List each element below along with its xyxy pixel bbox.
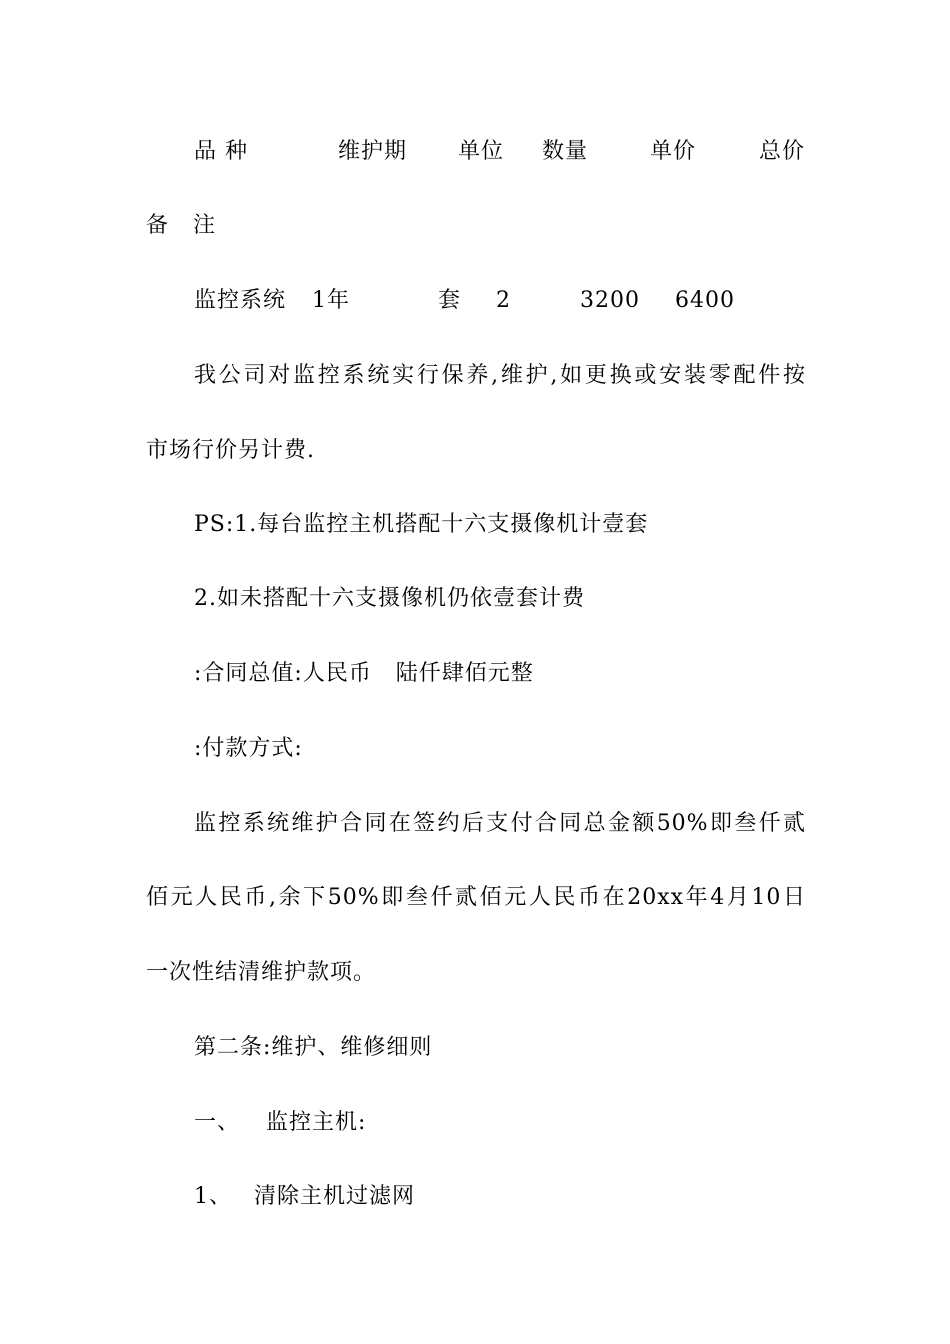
header-unit-price: 单价 [650, 139, 697, 164]
paragraph-maintenance-line-2: 市场行价另计费. [146, 438, 315, 463]
row-quantity: 2 [496, 288, 511, 313]
contract-total-value: :合同总值:人民币 陆仟肆佰元整 [194, 661, 534, 686]
item-1-number: 1、 [194, 1184, 232, 1209]
item-1-text: 清除主机过滤网 [254, 1184, 416, 1209]
header-remarks: 备 注 [146, 213, 216, 238]
header-total-price: 总价 [759, 139, 806, 164]
payment-paragraph-line-1: 监控系统维护合同在签约后支付合同总金额50%即叁仟贰 [194, 811, 806, 836]
row-unit: 套 [438, 288, 462, 313]
article-2-heading: 第二条:维护、维修细则 [194, 1035, 433, 1060]
payment-paragraph-line-3: 一次性结清维护款项。 [146, 960, 377, 985]
section-1-number: 一、 [194, 1110, 241, 1135]
header-quantity: 数量 [542, 139, 589, 164]
payment-method-heading: :付款方式: [194, 736, 303, 761]
header-variety: 品 种 [194, 139, 248, 164]
header-maintenance-period: 维护期 [338, 139, 408, 164]
payment-paragraph-line-2: 佰元人民币,余下50%即叁仟贰佰元人民币在20xx年4月10日 [146, 885, 806, 910]
ps-note-1: PS:1.每台监控主机搭配十六支摄像机计壹套 [194, 512, 649, 537]
paragraph-maintenance-line-1: 我公司对监控系统实行保养,维护,如更换或安装零配件按 [194, 363, 806, 388]
row-period: 1年 [312, 288, 350, 313]
ps-note-2: 2.如未搭配十六支摄像机仍依壹套计费 [194, 586, 585, 611]
row-item: 监控系统 [194, 288, 287, 313]
header-unit: 单位 [458, 139, 505, 164]
section-1-title: 监控主机: [266, 1110, 367, 1135]
row-total-price: 6400 [675, 288, 735, 313]
row-unit-price: 3200 [580, 288, 640, 313]
